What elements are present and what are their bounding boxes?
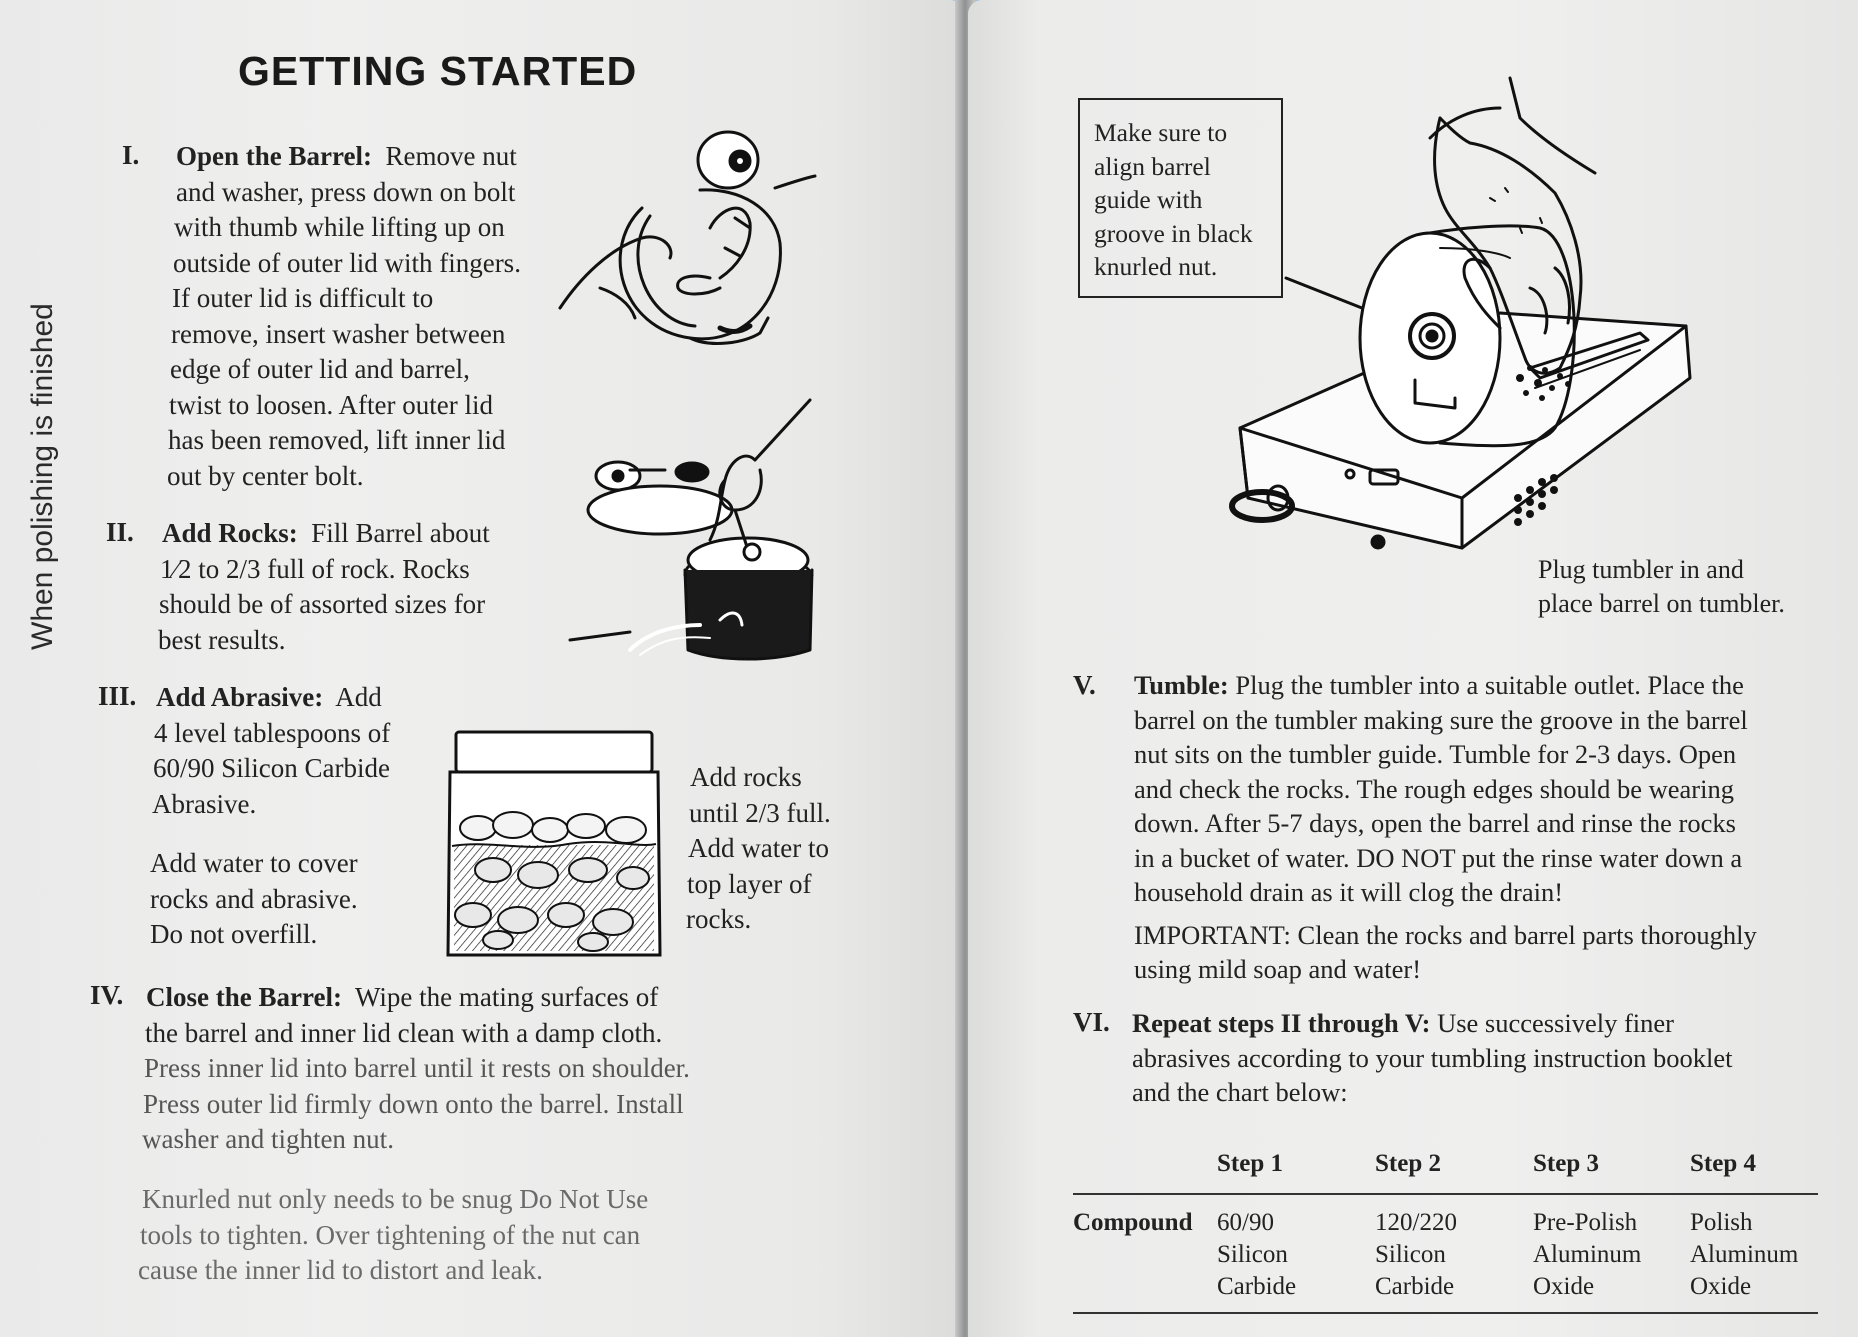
- table-rule-bottom: [1073, 1312, 1818, 1314]
- tumbler-illustration: [1200, 78, 1700, 598]
- step-5-line: household drain as it will clog the drain!: [1134, 877, 1564, 907]
- spine-text: [0, 250, 59, 650]
- table-cell-line: 120/220: [1375, 1209, 1457, 1236]
- jar-caption-line: Add water to: [688, 833, 829, 863]
- table-cell-step-3: [1533, 1207, 1641, 1303]
- step-4-heading: Close the Barrel:: [146, 982, 342, 1012]
- step-1-text: [167, 139, 521, 494]
- table-row-label: Compound: [1073, 1209, 1193, 1236]
- table-rule-top: [1073, 1193, 1818, 1195]
- step-2-line: should be of assorted sizes for: [159, 589, 486, 619]
- jar-caption-line: until 2/3 full.: [689, 797, 831, 828]
- step-1-line: outside of outer lid with fingers.: [173, 247, 521, 278]
- step-1-line: If outer lid is difficult to: [172, 283, 434, 313]
- step-5-line: in a bucket of water. DO NOT put the rinse water down a: [1134, 842, 1743, 873]
- page-title: GETTING STARTED: [238, 48, 638, 94]
- table-cell-line: Oxide: [1690, 1273, 1752, 1300]
- step-2-line: Fill Barrel about: [311, 518, 490, 548]
- jar-caption: [686, 760, 831, 938]
- step-1-line: edge of outer lid and barrel,: [170, 354, 470, 384]
- step-3-water-line: Add water to cover: [150, 848, 358, 878]
- table-header-step-3: Step 3: [1533, 1150, 1599, 1177]
- open-barrel-illustration: [560, 128, 820, 368]
- step-1-line: twist to loosen. After outer lid: [169, 389, 493, 420]
- table-cell-line: Carbide: [1217, 1273, 1297, 1300]
- table-header-step-4: Step 4: [1690, 1150, 1756, 1177]
- step-5-line: barrel on the tumbler making sure the groove in the barrel: [1134, 704, 1748, 735]
- table-cell-line: Carbide: [1375, 1273, 1455, 1300]
- table-cell-line: 60/90: [1217, 1209, 1274, 1236]
- table-cell-line: Aluminum: [1690, 1241, 1799, 1268]
- table-cell-step-4: [1690, 1207, 1798, 1303]
- table-header-step-2: Step 2: [1375, 1150, 1441, 1177]
- step-5-heading: Tumble:: [1134, 670, 1229, 700]
- step-5-number: V.: [1073, 670, 1096, 700]
- step-5-important-line: using mild soap and water!: [1134, 954, 1422, 984]
- tumbler-caption-line: Plug tumbler in and: [1538, 555, 1744, 584]
- step-5-line: Plug the tumbler into a suitable outlet. Place the: [1235, 670, 1744, 700]
- step-1-line: and washer, press down on bolt: [176, 176, 516, 207]
- step-6-number: VI.: [1073, 1007, 1110, 1037]
- add-rocks-illustration: [570, 400, 830, 660]
- step-3-line: Abrasive.: [152, 788, 257, 819]
- step-5-line: nut sits on the tumbler guide. Tumble for 2-3 days. Open: [1134, 739, 1737, 769]
- step-2-text: [158, 516, 490, 658]
- table-cell-line: Oxide: [1533, 1273, 1595, 1300]
- knurled-nut-note-line: Knurled nut only needs to be snug Do Not Use: [142, 1184, 649, 1214]
- step-3-water-line: rocks and abrasive.: [150, 883, 358, 914]
- step-3-number: III.: [98, 681, 137, 711]
- step-1-line: Remove nut: [385, 141, 517, 171]
- table-cell-line: Silicon: [1375, 1241, 1446, 1268]
- jar-illustration: [438, 730, 668, 960]
- step-5-important-line: IMPORTANT: Clean the rocks and barrel parts thoroughly: [1134, 919, 1757, 950]
- callout-line: groove in black: [1094, 218, 1253, 248]
- step-2-heading: Add Rocks:: [162, 518, 298, 548]
- step-6-heading: Repeat steps II through V:: [1132, 1008, 1431, 1038]
- callout-line: guide with: [1094, 185, 1203, 215]
- table-cell-line: Silicon: [1217, 1241, 1288, 1268]
- table-cell-line: Polish: [1690, 1209, 1753, 1236]
- step-3-line: 4 level tablespoons of: [154, 717, 391, 748]
- step-1-number: I.: [122, 140, 140, 170]
- knurled-nut-note: [138, 1182, 649, 1289]
- table-header-step-1: Step 1: [1217, 1150, 1283, 1177]
- jar-caption-line: rocks.: [686, 904, 752, 934]
- step-4-line: washer and tighten nut.: [142, 1124, 394, 1154]
- callout-line: align barrel: [1094, 151, 1211, 181]
- step-4-number: IV.: [90, 980, 124, 1010]
- step-5-line: down. After 5-7 days, open the barrel and rinse the rocks: [1134, 808, 1736, 838]
- tumbler-caption-line: place barrel on tumbler.: [1538, 589, 1785, 618]
- knurled-nut-note-line: tools to tighten. Over tightening of the nut can: [140, 1219, 641, 1250]
- jar-caption-line: top layer of: [687, 868, 812, 899]
- step-3-line: Add: [335, 682, 382, 712]
- step-5-line: and check the rocks. The rough edges should be wearing: [1134, 773, 1734, 804]
- step-4-line: Press outer lid firmly down onto the barrel. Install: [143, 1088, 684, 1119]
- callout-line: Make sure to: [1094, 118, 1228, 147]
- step-1-heading: Open the Barrel:: [176, 141, 372, 171]
- step-2-line: best results.: [158, 624, 286, 655]
- step-3-water-line: Do not overfill.: [150, 919, 318, 949]
- step-5-text: [1134, 668, 1757, 987]
- jar-caption-line: Add rocks: [690, 762, 802, 792]
- table-cell-line: Aluminum: [1533, 1241, 1642, 1268]
- step-4-line: the barrel and inner lid clean with a damp cloth.: [145, 1017, 663, 1048]
- table-cell-step-1: [1217, 1207, 1296, 1303]
- step-1-line: remove, insert washer between: [171, 318, 506, 349]
- step-1-line: with thumb while lifting up on: [174, 212, 505, 242]
- tumbler-caption: [1538, 553, 1785, 621]
- step-6-text: [1132, 1006, 1733, 1110]
- step-1-line: has been removed, lift inner lid: [168, 425, 506, 455]
- step-6-line: and the chart below:: [1132, 1077, 1348, 1107]
- step-6-line: abrasives according to your tumbling instruction booklet: [1132, 1042, 1733, 1073]
- spine-text-label: When polishing is finished: [26, 303, 59, 650]
- step-3-heading: Add Abrasive:: [156, 682, 324, 712]
- table-cell-line: Pre-Polish: [1533, 1209, 1638, 1236]
- step-4-text: [142, 980, 690, 1158]
- step-2-line: 1⁄2 to 2/3 full of rock. Rocks: [160, 553, 470, 584]
- knurled-nut-note-line: cause the inner lid to distort and leak.: [138, 1255, 543, 1285]
- table-cell-step-2: [1375, 1207, 1457, 1303]
- step-3-line: 60/90 Silicon Carbide: [153, 753, 390, 783]
- callout-line: knurled nut.: [1094, 252, 1218, 282]
- step-1-line: out by center bolt.: [167, 460, 364, 491]
- step-6-line: Use successively finer: [1437, 1008, 1675, 1038]
- step-4-line: Press inner lid into barrel until it rests on shoulder.: [144, 1053, 690, 1083]
- step-2-number: II.: [106, 517, 134, 547]
- step-4-line: Wipe the mating surfaces of: [354, 982, 659, 1012]
- step-3-text: [152, 680, 391, 822]
- step-3-water-text: [150, 846, 358, 953]
